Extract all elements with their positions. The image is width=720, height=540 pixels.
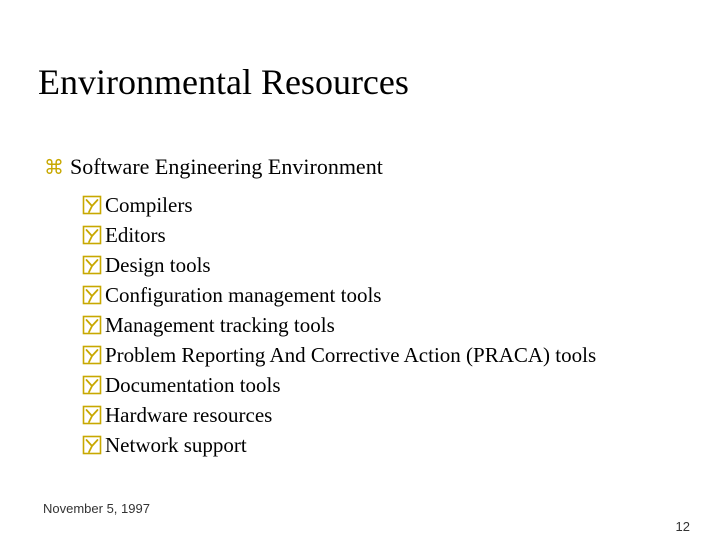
checkbox-y-icon bbox=[82, 225, 102, 245]
list-item-label: Editors bbox=[105, 222, 166, 247]
checkbox-y-icon bbox=[82, 375, 102, 395]
list-item-label: Documentation tools bbox=[105, 372, 281, 397]
list-item bbox=[82, 310, 596, 340]
footer-date: November 5, 1997 bbox=[43, 501, 150, 516]
list-item-label: Design tools bbox=[105, 252, 211, 277]
command-key-icon: ⌘ bbox=[44, 156, 64, 179]
list-item-label: Hardware resources bbox=[105, 402, 273, 427]
list-item bbox=[82, 430, 596, 460]
checkbox-y-icon bbox=[82, 195, 102, 215]
main-bullet-text: Software Engineering Environment bbox=[70, 154, 383, 179]
list-item-label: Compilers bbox=[105, 192, 193, 217]
checkbox-y-icon bbox=[82, 315, 102, 335]
main-bullet bbox=[44, 152, 383, 182]
list-item bbox=[82, 340, 596, 370]
list-item bbox=[82, 400, 596, 430]
checkbox-y-icon bbox=[82, 255, 102, 275]
checkbox-y-icon bbox=[82, 285, 102, 305]
checkbox-y-icon bbox=[82, 345, 102, 365]
list-item bbox=[82, 280, 596, 310]
list-item bbox=[82, 190, 596, 220]
checkbox-y-icon bbox=[82, 405, 102, 425]
list-item-label: Problem Reporting And Corrective Action (PRACA) tools bbox=[105, 342, 597, 367]
list-item bbox=[82, 220, 596, 250]
slide-number: 12 bbox=[675, 519, 690, 534]
list-item bbox=[82, 370, 596, 400]
sub-bullet-list bbox=[82, 190, 596, 460]
list-item-label: Configuration management tools bbox=[105, 282, 382, 307]
list-item bbox=[82, 250, 596, 280]
checkbox-y-icon bbox=[82, 435, 102, 455]
slide-title: Environmental Resources bbox=[38, 62, 409, 102]
list-item-label: Management tracking tools bbox=[105, 312, 335, 337]
list-item-label: Network support bbox=[105, 432, 247, 457]
